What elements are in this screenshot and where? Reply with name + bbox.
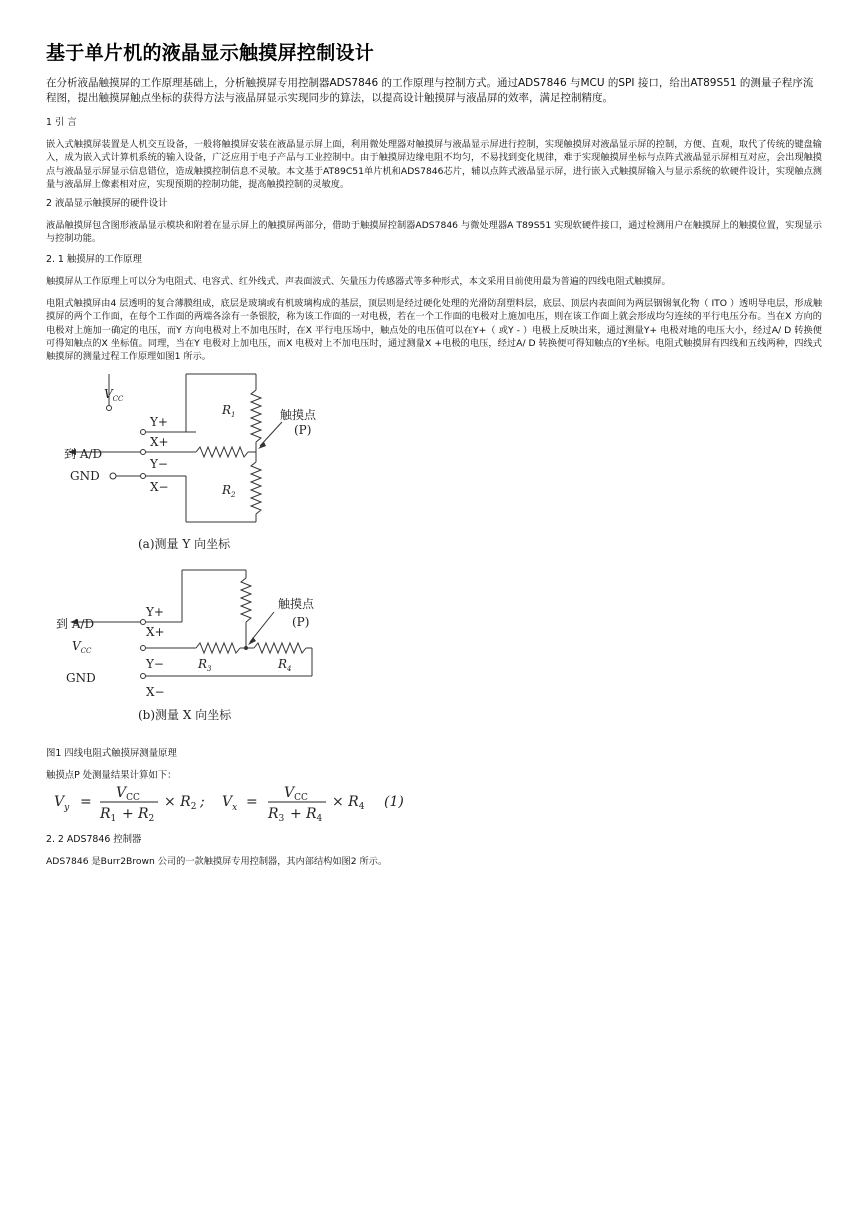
figure-b-caption: (b)测量 X 向坐标 [138, 708, 232, 722]
r4-label: $R_4$ [278, 657, 292, 673]
section-heading-principle: 2. 1 触摸屏的工作原理 [46, 254, 142, 265]
figure-1-caption: 图1 四线电阻式触摸屏测量原理 [46, 748, 177, 760]
abstract: 在分析液晶触摸屏的工作原理基础上，分析触摸屏专用控制器ADS7846 的工作原理与控制方式。通过ADS7846 与MCU 的SPI 接口，给出AT89S51 的测量子程序流程图，提出触摸屏触点坐标的获得方法与液晶屏显示实现同步的算法，以提高设计触摸屏与液晶屏的效率，满足控制精度。 [46, 77, 814, 104]
yminus-label: Y− [146, 657, 164, 671]
xminus-label: X− [146, 685, 165, 699]
vcc-label: $V_{CC}$ [72, 639, 92, 655]
section-heading-intro: 1 引 言 [46, 117, 77, 128]
formula-plus-1: + [122, 806, 134, 822]
formula-intro: 触摸点P 处测量结果计算如下： [46, 770, 177, 782]
formula-den-2: $R_2$ [138, 806, 155, 824]
gnd-label: GND [70, 469, 100, 483]
formula-eq-2: = [246, 794, 258, 810]
touch-point-p: (P) [294, 423, 312, 437]
paragraph-hardware: 液晶触摸屏包含图形液晶显示模块和附着在显示屏上的触摸屏两部分，借助于触摸屏控制器ADS7846 与微处理器A T89S51 实现软硬件接口，通过检测用户在触摸屏上的触摸位置，实现显示与控制功能。 [46, 220, 822, 245]
formula-equation [46, 780, 426, 826]
formula-den-4: $R_4$ [306, 806, 323, 824]
yplus-label: Y+ [146, 605, 164, 619]
paragraph-intro: 嵌入式触摸屏装置是人机交互设备，一般将触摸屏安装在液晶显示屏上面，利用微处理器对触摸屏与液晶显示屏进行控制，实现触摸屏对液晶显示屏的控制，方便、直观，取代了传统的键盘输入，成为嵌入式计算机系统的输入设备，广泛应用于电子产品与工业控制中。由于触摸屏边缘电阻不均匀，不易找到变化规律，难于实现触摸屏坐标与点阵式液晶显示屏相互对应，会出现触摸点与液晶显示屏显示信息错位，造成触摸控制信息不灵敏。本文基于AT89C51单片机和ADS7846芯片，辅以点阵式液晶显示屏，进行嵌入式触摸屏输入与显示系统的软硬件设计，实现触点测量与液晶屏上像素相对应，实现预期的控制功能，提高触摸控制的灵敏度。 [46, 139, 822, 190]
page-title: 基于单片机的液晶显示触摸屏控制设计 [46, 42, 375, 64]
touch-point-label: 触摸点 [278, 597, 315, 611]
figure-b-circuit [46, 566, 386, 726]
formula-semicolon: ; [200, 794, 205, 810]
formula-vy: $V_y$ [54, 794, 70, 813]
formula-num-1: $V_{CC}$ [116, 785, 140, 803]
formula-times-2: × $R_4$ [332, 794, 365, 812]
formula-num-2: $V_{CC}$ [284, 785, 308, 803]
formula-plus-2: + [290, 806, 302, 822]
xplus-label: X+ [150, 435, 169, 449]
yminus-label: Y− [150, 457, 168, 471]
figure-a-circuit [46, 370, 386, 558]
yplus-label: Y+ [150, 415, 168, 429]
figure-a-caption: (a)测量 Y 向坐标 [138, 537, 231, 551]
section-heading-hardware: 2 液晶显示触摸屏的硬件设计 [46, 198, 168, 209]
paragraph-ads7846: ADS7846 是Burr2Brown 公司的一款触摸屏专用控制器，其内部结构如图2 所示。 [46, 856, 388, 867]
r2-label: $R_2$ [222, 483, 236, 499]
paragraph-principle-2: 电阻式触摸屏由4 层透明的复合薄膜组成，底层是玻璃或有机玻璃构成的基层，顶层则是经过硬化处理的光滑防刮塑料层，底层、顶层内表面间为两层铟锡氧化物（ ITO ）透明导电层，形成触摸屏的两个工作面，在每个工作面的两端各涂有一条银胶，称为该工作面的一对电极，若在一个工作面的电极对上施加电压，则在该工作面上就会形成均匀连续的平行电压分布。当在X 方向的电极对上施加一确定的电压，而Y 方向电极对上不加电压时，在X 平行电压场中，触点处的电压值可以在Y+（ 或Y - ）电极上反映出来，通过测量Y+ 电极对地的电压大小，经过A/ D 转换便可得知触点的X 坐标值。同理，当在Y 电极对上加电压，而X 电极对上不加电压时，通过测量X +电极的电压，经过A/ D 转换便可得知触点的Y坐标。电阻式触摸屏有四线和五线两种，四线式触摸屏的测量过程工作原理如图1 所示。 [46, 298, 822, 363]
touch-point-p: (P) [292, 615, 310, 629]
formula-den-1: $R_1$ [100, 806, 117, 824]
paragraph-principle-1: 触摸屏从工作原理上可以分为电阻式、电容式、红外线式、声表面波式、矢量压力传感器式等多种形式，本文采用目前使用最为普遍的四线电阻式触摸屏。 [46, 276, 671, 287]
ad-label: 到 A/D [64, 447, 103, 461]
vcc-label: $V_{CC}$ [104, 387, 124, 403]
r3-label: $R_3$ [198, 657, 212, 673]
formula-den-3: $R_3$ [268, 806, 285, 824]
section-heading-ads7846: 2. 2 ADS7846 控制器 [46, 834, 142, 845]
xplus-label: X+ [146, 625, 165, 639]
touch-point-label: 触摸点 [280, 408, 317, 422]
formula-times-1: × $R_2$ [164, 794, 197, 812]
xminus-label: X− [150, 480, 169, 494]
gnd-label: GND [66, 671, 96, 685]
r1-label: $R_1$ [222, 403, 236, 419]
ad-label: 到 A/D [56, 617, 95, 631]
formula-vx: $V_x$ [222, 794, 238, 813]
formula-eq: = [80, 794, 92, 810]
formula-eqno: (1) [384, 794, 404, 810]
